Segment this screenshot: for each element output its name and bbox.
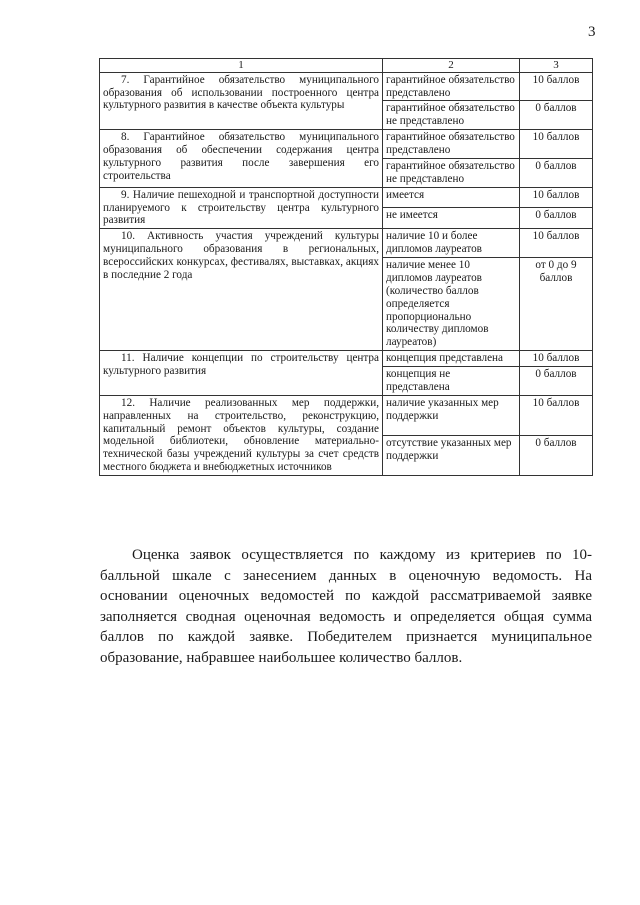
option-score: 10 баллов: [520, 395, 593, 435]
option-value: гарантийное обязательство представлено: [383, 130, 520, 159]
criterion-label: 12. Наличие реализованных мер поддержки, направленных на строительство, реконструкцию, капитальный ремонт объектов культуры, создание модельной библиотеки, обновление материально-технической базы учреждений культуры за счет средств местного бюджета и внебюджетных источников: [100, 395, 383, 475]
option-score: 10 баллов: [520, 130, 593, 159]
criterion-label: 7. Гарантийное обязательство муниципального образования об использовании построенного центра культурного развития в качестве объекта культуры: [100, 72, 383, 130]
page-number: 3: [588, 24, 596, 40]
table-row: [100, 351, 593, 367]
table-header-row: [100, 59, 593, 73]
column-header: 1: [100, 59, 383, 73]
option-score: 10 баллов: [520, 229, 593, 258]
column-header: 3: [520, 59, 593, 73]
option-score: 0 баллов: [520, 158, 593, 187]
option-value: отсутствие указанных мер поддержки: [383, 435, 520, 475]
criterion-label: 11. Наличие концепции по строительству центра культурного развития: [100, 351, 383, 396]
option-value: гарантийное обязательство не представлено: [383, 101, 520, 130]
option-score: 10 баллов: [520, 351, 593, 367]
option-value: наличие указанных мер поддержки: [383, 395, 520, 435]
criterion-label: 8. Гарантийное обязательство муниципального образования об обеспечении содержания центра культурного развития после завершения его строительства: [100, 130, 383, 188]
option-score: 10 баллов: [520, 72, 593, 101]
option-score: 0 баллов: [520, 367, 593, 396]
option-value: концепция представлена: [383, 351, 520, 367]
option-value: концепция не представлена: [383, 367, 520, 396]
table-row: [100, 395, 593, 435]
option-score: от 0 до 9 баллов: [520, 258, 593, 351]
option-value: наличие 10 и более дипломов лауреатов: [383, 229, 520, 258]
option-value: гарантийное обязательство не представлено: [383, 158, 520, 187]
option-value: гарантийное обязательство представлено: [383, 72, 520, 101]
table-row: [100, 72, 593, 101]
option-value: наличие менее 10 дипломов лауреатов (количество баллов определяется пропорционально количеству дипломов лауреатов): [383, 258, 520, 351]
table-row: [100, 229, 593, 258]
evaluation-paragraph: Оценка заявок осуществляется по каждому из критериев по 10-балльной шкале с занесением данных в оценочную ведомость. На основании оценочных ведомостей по каждой рассматриваемой заявке заполняется сводная оценочная ведомость и определяется общая сумма баллов по каждой заявке. Победителем признается муниципальное образование, набравшее наибольшее количество баллов.: [100, 547, 592, 666]
criteria-table: [99, 58, 593, 476]
criterion-label: 9. Наличие пешеходной и транспортной доступности планируемого к строительству центра культурного развития: [100, 187, 383, 229]
column-header: 2: [383, 59, 520, 73]
option-score: 0 баллов: [520, 101, 593, 130]
table-row: [100, 187, 593, 208]
option-value: не имеется: [383, 208, 520, 229]
option-score: 0 баллов: [520, 435, 593, 475]
option-score: 10 баллов: [520, 187, 593, 208]
table-row: [100, 130, 593, 159]
option-score: 0 баллов: [520, 208, 593, 229]
criterion-label: 10. Активность участия учреждений культуры муниципального образования в региональных, всероссийских конкурсах, фестивалях, выставках, акциях в последние 2 года: [100, 229, 383, 351]
option-value: имеется: [383, 187, 520, 208]
